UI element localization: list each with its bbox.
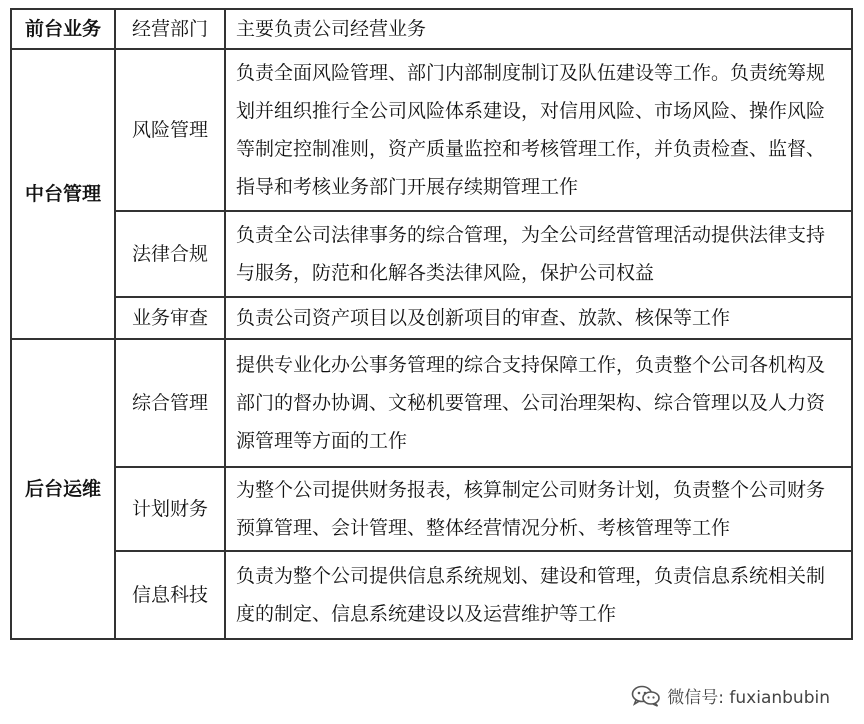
department-name: 业务审查 <box>115 297 225 339</box>
table-row <box>11 211 852 297</box>
wechat-watermark <box>631 683 830 708</box>
group-back-office: 后台运维 <box>11 339 115 639</box>
department-duty: 负责为整个公司提供信息系统规划、建设和管理，负责信息系统相关制度的制定、信息系统建设以及运营维护等工作 <box>225 551 852 639</box>
table-row <box>11 467 852 551</box>
department-duty: 负责全面风险管理、部门内部制度制订及队伍建设等工作。负责统筹规划并组织推行全公司风险体系建设，对信用风险、市场风险、操作风险等制定控制准则，资产质量监控和考核管理工作，并负责检查、监督、指导和考核业务部门开展存续期管理工作 <box>225 49 852 211</box>
department-duty: 负责公司资产项目以及创新项目的审查、放款、核保等工作 <box>225 297 852 339</box>
table-header-row <box>11 9 852 49</box>
table-row <box>11 339 852 467</box>
department-duty: 为整个公司提供财务报表，核算制定公司财务计划，负责整个公司财务预算管理、会计管理、整体经营情况分析、考核管理等工作 <box>225 467 852 551</box>
header-department: 经营部门 <box>115 9 225 49</box>
header-main-duties: 主要负责公司经营业务 <box>225 9 852 49</box>
table-row <box>11 297 852 339</box>
department-name: 风险管理 <box>115 49 225 211</box>
table-row <box>11 49 852 211</box>
department-name: 综合管理 <box>115 339 225 467</box>
watermark-text: 微信号: fuxianbubin <box>667 688 830 708</box>
department-duty: 负责全公司法律事务的综合管理，为全公司经营管理活动提供法律支持与服务，防范和化解各类法律风险，保护公司权益 <box>225 211 852 297</box>
business-structure-table <box>10 8 853 640</box>
header-business-category: 前台业务 <box>11 9 115 49</box>
wechat-icon <box>631 685 661 707</box>
department-name: 法律合规 <box>115 211 225 297</box>
group-middle-office: 中台管理 <box>11 49 115 339</box>
department-name: 计划财务 <box>115 467 225 551</box>
department-name: 信息科技 <box>115 551 225 639</box>
table-row <box>11 551 852 639</box>
department-duty: 提供专业化办公事务管理的综合支持保障工作，负责整个公司各机构及部门的督办协调、文秘机要管理、公司治理架构、综合管理以及人力资源管理等方面的工作 <box>225 339 852 467</box>
